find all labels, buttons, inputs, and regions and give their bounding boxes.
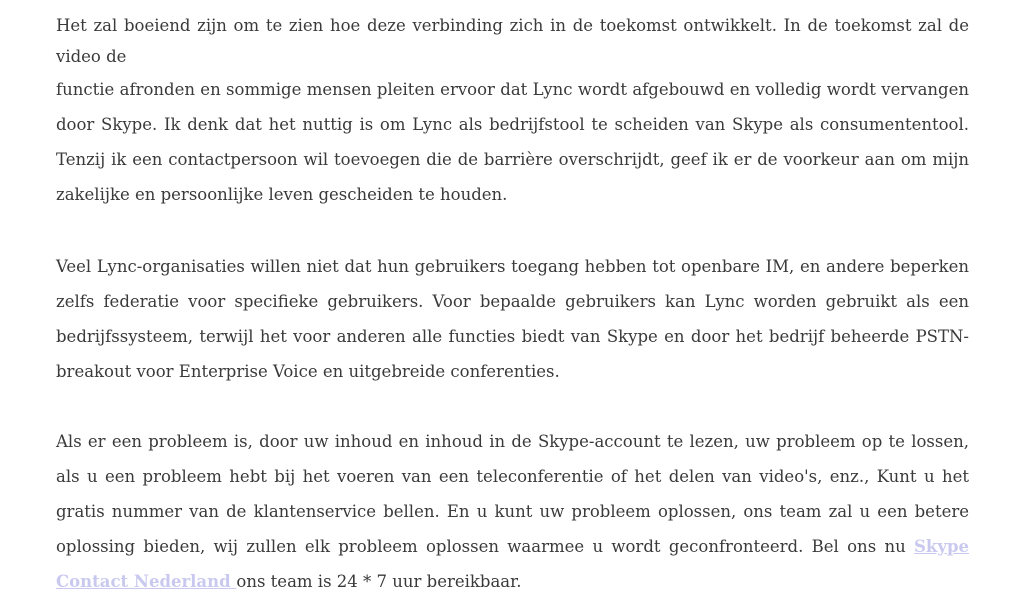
paragraph-text: Als er een probleem is, door uw inhoud en inhoud in de Skype-account te lezen, uw probleem op te lossen, als u een probleem hebt bij het voeren van een teleconferentie of het delen van video's, enz., Kunt u het gratis nummer van de klantenservice bellen. En u kunt uw probleem oplossen, ons team zal u een betere oplossing bieden, wij zullen elk probleem oplossen waarmee u wordt geconfronteerd. Bel ons nu — [56, 432, 969, 556]
paragraph-text: Veel Lync-organisaties willen niet dat hun gebruikers toegang hebben tot openbare IM, en andere beperken zelfs federatie voor specifieke gebruikers. Voor bepaalde gebruikers kan Lync worden gebruikt als een bedrijfssysteem, terwijl het voor anderen alle functies biedt van Skype en door het bedrijf beheerde PSTN-breakout voor Enterprise Voice en uitgebreide conferenties. — [56, 257, 969, 381]
document-body — [56, 10, 969, 599]
skype-contact-link[interactable]: Skype Contact Nederland — [56, 537, 969, 591]
paragraph-text-end: ons team is 24 * 7 uur bereikbaar. — [236, 572, 522, 591]
paragraph-lync-future — [56, 10, 969, 212]
paragraph-text: functie afronden en sommige mensen pleiten ervoor dat Lync wordt afgebouwd en volledig wordt vervangen door Skype. Ik denk dat het nuttig is om Lync als bedrijfstool te scheiden van Skype als consumententool. Tenzij ik een contactpersoon wil toevoegen die de barrière overschrijdt, geef ik er de voorkeur aan om mijn zakelijke en persoonlijke leven gescheiden te houden. — [56, 80, 969, 204]
paragraph-lync-organisations — [56, 249, 969, 389]
paragraph-first-line: Het zal boeiend zijn om te zien hoe deze verbinding zich in de toekomst ontwikkelt. In de toekomst zal de video de — [56, 16, 969, 66]
paragraph-support — [56, 424, 969, 599]
